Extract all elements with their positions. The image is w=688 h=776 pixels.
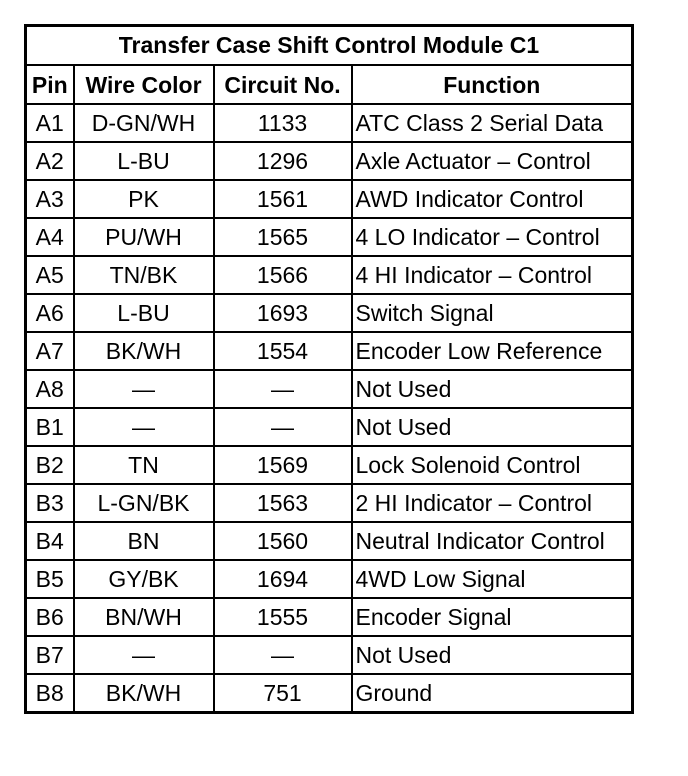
pin-cell: A4	[26, 218, 74, 256]
circuit-cell: 1693	[214, 294, 352, 332]
table-row	[26, 104, 633, 142]
circuit-cell: 1563	[214, 484, 352, 522]
wire-color-cell: GY/BK	[74, 560, 214, 598]
function-cell: Switch Signal	[352, 294, 633, 332]
wire-color-cell: PK	[74, 180, 214, 218]
pin-cell: A1	[26, 104, 74, 142]
function-cell: Neutral Indicator Control	[352, 522, 633, 560]
pin-cell: B2	[26, 446, 74, 484]
wire-color-cell: TN	[74, 446, 214, 484]
function-cell: Not Used	[352, 408, 633, 446]
function-cell: 4 LO Indicator – Control	[352, 218, 633, 256]
table-row	[26, 256, 633, 294]
table-title-row	[26, 26, 633, 66]
pin-cell: B7	[26, 636, 74, 674]
wire-color-cell: D-GN/WH	[74, 104, 214, 142]
header-wire-color: Wire Color	[74, 65, 214, 104]
circuit-cell: 1554	[214, 332, 352, 370]
function-cell: 4WD Low Signal	[352, 560, 633, 598]
table-row	[26, 598, 633, 636]
function-cell: Axle Actuator – Control	[352, 142, 633, 180]
wire-color-cell: L-GN/BK	[74, 484, 214, 522]
pin-cell: B8	[26, 674, 74, 713]
table-row	[26, 674, 633, 713]
table-title: Transfer Case Shift Control Module C1	[26, 26, 633, 66]
table-row	[26, 142, 633, 180]
header-pin: Pin	[26, 65, 74, 104]
header-function: Function	[352, 65, 633, 104]
pin-cell: B6	[26, 598, 74, 636]
circuit-cell: —	[214, 636, 352, 674]
function-cell: Encoder Low Reference	[352, 332, 633, 370]
function-cell: Lock Solenoid Control	[352, 446, 633, 484]
wire-color-cell: —	[74, 408, 214, 446]
circuit-cell: 751	[214, 674, 352, 713]
table-row	[26, 294, 633, 332]
table-row	[26, 332, 633, 370]
pin-cell: A8	[26, 370, 74, 408]
wire-color-cell: BK/WH	[74, 674, 214, 713]
circuit-cell: —	[214, 408, 352, 446]
circuit-cell: —	[214, 370, 352, 408]
table-row	[26, 180, 633, 218]
function-cell: Not Used	[352, 370, 633, 408]
function-cell: Ground	[352, 674, 633, 713]
wire-color-cell: BN/WH	[74, 598, 214, 636]
circuit-cell: 1561	[214, 180, 352, 218]
circuit-cell: 1560	[214, 522, 352, 560]
wire-color-cell: —	[74, 370, 214, 408]
wire-color-cell: BK/WH	[74, 332, 214, 370]
circuit-cell: 1566	[214, 256, 352, 294]
header-circuit: Circuit No.	[214, 65, 352, 104]
wire-color-cell: PU/WH	[74, 218, 214, 256]
function-cell: 4 HI Indicator – Control	[352, 256, 633, 294]
function-cell: Not Used	[352, 636, 633, 674]
pin-cell: A3	[26, 180, 74, 218]
circuit-cell: 1555	[214, 598, 352, 636]
function-cell: 2 HI Indicator – Control	[352, 484, 633, 522]
connector-pinout-table	[24, 24, 634, 714]
pin-cell: A6	[26, 294, 74, 332]
table-row	[26, 218, 633, 256]
table-row	[26, 522, 633, 560]
circuit-cell: 1133	[214, 104, 352, 142]
wire-color-cell: —	[74, 636, 214, 674]
function-cell: AWD Indicator Control	[352, 180, 633, 218]
function-cell: ATC Class 2 Serial Data	[352, 104, 633, 142]
circuit-cell: 1296	[214, 142, 352, 180]
pin-cell: A2	[26, 142, 74, 180]
pin-cell: B5	[26, 560, 74, 598]
table-row	[26, 560, 633, 598]
wire-color-cell: BN	[74, 522, 214, 560]
wire-color-cell: L-BU	[74, 142, 214, 180]
table-row	[26, 370, 633, 408]
circuit-cell: 1694	[214, 560, 352, 598]
wire-color-cell: TN/BK	[74, 256, 214, 294]
table-body	[26, 104, 633, 713]
pin-cell: A7	[26, 332, 74, 370]
function-cell: Encoder Signal	[352, 598, 633, 636]
pin-cell: B4	[26, 522, 74, 560]
table-row	[26, 484, 633, 522]
circuit-cell: 1569	[214, 446, 352, 484]
circuit-cell: 1565	[214, 218, 352, 256]
pin-cell: A5	[26, 256, 74, 294]
table-header-row	[26, 65, 633, 104]
wire-color-cell: L-BU	[74, 294, 214, 332]
pin-cell: B3	[26, 484, 74, 522]
table-row	[26, 446, 633, 484]
table-row	[26, 636, 633, 674]
table-row	[26, 408, 633, 446]
pin-cell: B1	[26, 408, 74, 446]
